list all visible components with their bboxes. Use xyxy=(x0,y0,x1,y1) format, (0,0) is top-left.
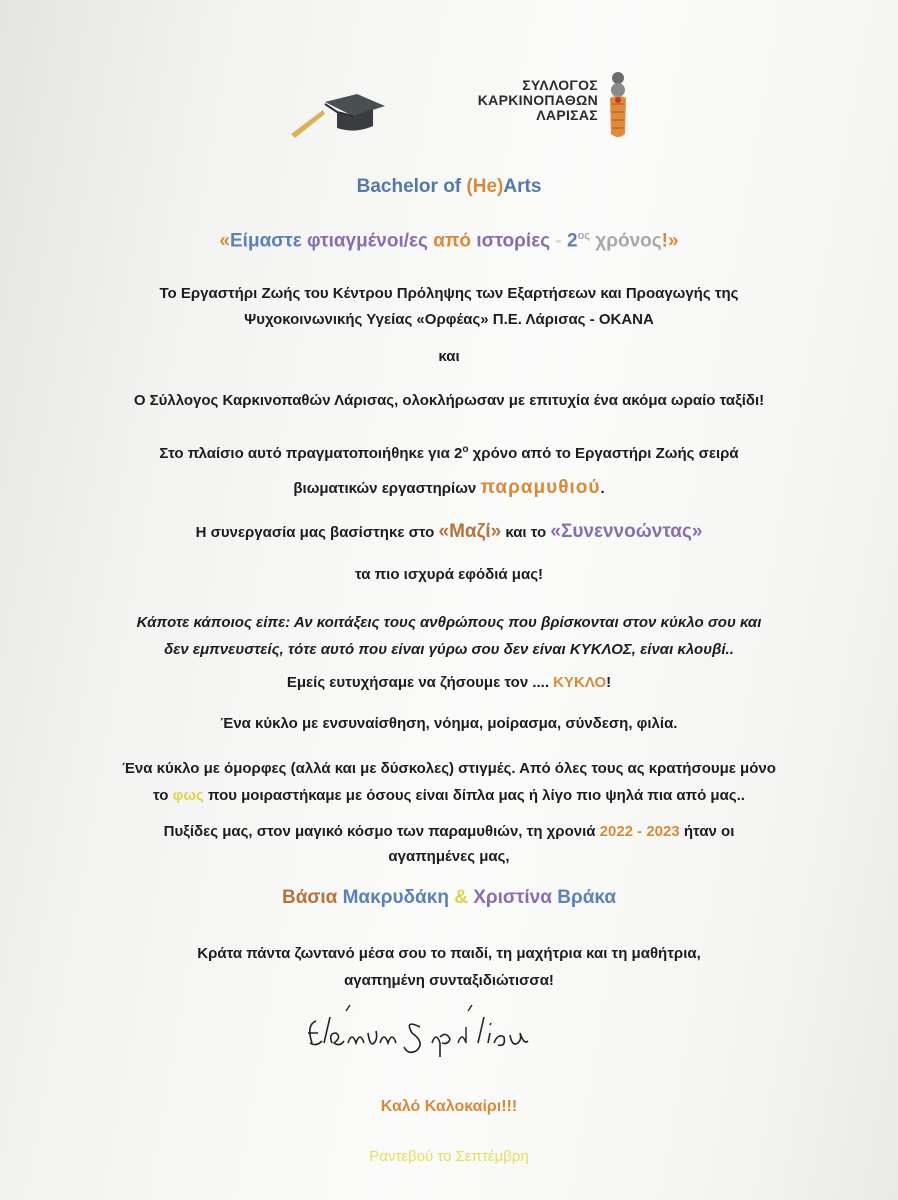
workshop-paragraph xyxy=(0,433,898,506)
circle-2-text-a: το xyxy=(153,787,173,804)
workshop-superscript: ο xyxy=(462,444,469,455)
quote-paragraph xyxy=(0,609,898,663)
association-line: Ο Σύλλογος Καρκινοπαθών Λάρισας, ολοκλήρωσαν με επιτυχία ένα ακόμα ωραίο ταξίδι! xyxy=(133,392,765,409)
workshop-line-1-a: Στο πλαίσιο αυτό πραγματοποιήθηκε για 2 xyxy=(159,445,463,462)
intro-line-2: Ψυχοκοινωνικής Υγείας «Ορφέας» Π.Ε. Λάρισας - ΟΚΑΝΑ xyxy=(244,311,654,328)
handwritten-signature xyxy=(300,1003,600,1063)
lucky-line xyxy=(0,674,898,691)
quote-line-2: δεν εμπνευστείς, τότε αυτό που είναι γύρω σου δεν είναι ΚΥΚΛΟΣ, είναι κλουβί.. xyxy=(164,641,734,658)
summer-wish: Καλό Καλοκαίρι!!! xyxy=(380,1098,518,1115)
graduation-cap-icon xyxy=(285,92,395,142)
cooperation-text-b: και το xyxy=(501,524,551,541)
subtitle-word-5: χρόνος xyxy=(590,230,662,252)
names-line xyxy=(0,887,898,909)
compass-line-2: αγαπημένες μας, xyxy=(388,848,510,865)
logo-line-3: ΛΑΡΙΣΑΣ xyxy=(536,107,598,123)
september-appointment: Ραντεβού το Σεπτέμβρη xyxy=(369,1148,529,1165)
subtitle-dash: - xyxy=(550,230,567,252)
logo-line-1: ΣΥΛΛΟΓΟΣ xyxy=(522,77,598,93)
circle-2-line-2 xyxy=(0,782,898,809)
subtitle-word-3: από xyxy=(433,230,477,252)
subtitle-superscript: ος xyxy=(577,230,591,242)
circle-line-1: Ένα κύκλο με ενσυναίσθηση, νόημα, μοίρασμα, σύνδεση, φιλία. xyxy=(220,715,678,732)
name-2-last: Βράκα xyxy=(557,887,617,908)
compass-year: 2022 - 2023 xyxy=(599,823,680,840)
page-title xyxy=(0,176,898,198)
workshop-line-2-end: . xyxy=(600,480,605,497)
lucky-colored-word: ΚΥΚΛΟ xyxy=(553,674,607,691)
logo-line-2: ΚΑΡΚΙΝΟΠΑΘΩΝ xyxy=(477,92,598,108)
intro-paragraph xyxy=(0,281,898,333)
circle-2-line-1: Ένα κύκλο με όμορφες (αλλά και με δύσκολες) στιγμές. Από όλες τους ας κρατήσουμε μόνο xyxy=(122,760,776,777)
workshop-colored-word: παραμυθιού xyxy=(480,477,601,498)
circle-paragraph-2 xyxy=(0,755,898,809)
workshop-line-1-b: χρόνο από το Εργαστήρι Ζωής σειρά xyxy=(468,445,739,462)
kai-text: και xyxy=(438,348,460,365)
subtitle-word-1: Είμαστε xyxy=(230,230,308,252)
compass-line-1 xyxy=(0,819,898,844)
workshop-line-1 xyxy=(0,433,898,471)
keep-line-1: Κράτα πάντα ζωντανό μέσα σου το παιδί, τη μαχήτρια και τη μαθήτρια, xyxy=(197,945,701,962)
logo-figure-icon xyxy=(603,70,633,142)
cooperation-text-a: Η συνεργασία μας βασίστηκε στο xyxy=(195,524,439,541)
subtitle-open-quote: « xyxy=(219,230,230,252)
workshop-line-2 xyxy=(0,471,898,506)
names-ampersand: & xyxy=(448,887,474,908)
subtitle-word-4: ιστορίες xyxy=(476,230,551,252)
compass-paragraph xyxy=(0,819,898,869)
title-part-2: (He) xyxy=(466,176,504,197)
keep-paragraph xyxy=(0,940,898,994)
subtitle-number: 2 xyxy=(566,230,578,252)
name-1-last: Μακρυδάκη xyxy=(342,887,449,908)
cooperation-word-2: «Συνεννοώντας» xyxy=(550,521,703,542)
compass-text-a: Πυξίδες μας, στον μαγικό κόσμο των παραμυθιών, τη χρονιά xyxy=(163,823,600,840)
title-part-3: Arts xyxy=(503,176,542,197)
supplies-line: τα πιο ισχυρά εφόδιά μας! xyxy=(355,566,543,583)
workshop-line-2-a: βιωματικών εργαστηρίων xyxy=(293,480,481,497)
circle-2-colored-word: φως xyxy=(172,787,204,804)
subtitle-word-2: φτιαγμένοι/ες xyxy=(307,230,434,252)
lucky-end: ! xyxy=(606,674,612,691)
title-part-1: Bachelor of xyxy=(356,176,467,197)
association-logo xyxy=(438,78,598,123)
subtitle xyxy=(0,230,898,252)
circle-2-text-b: που μοιραστήκαμε με όσους είναι δίπλα μας ή λίγο πιο ψηλά πια από μας.. xyxy=(203,787,745,804)
lucky-text: Εμείς ευτυχήσαμε να ζήσουμε τον .... xyxy=(286,674,554,691)
compass-text-b: ήταν οι xyxy=(679,823,735,840)
keep-line-2: αγαπημένη συνταξιδιώτισσα! xyxy=(344,972,554,989)
intro-line-1: Το Εργαστήρι Ζωής του Κέντρου Πρόληψης των Εξαρτήσεων και Προαγωγής της xyxy=(159,285,739,302)
name-2-first: Χριστίνα xyxy=(473,887,558,908)
name-1-first: Βάσια xyxy=(281,887,343,908)
cooperation-word-1: «Μαζί» xyxy=(438,521,502,542)
cooperation-line xyxy=(0,521,898,543)
subtitle-close-quote: !» xyxy=(661,230,679,252)
quote-line-1: Κάποτε κάποιος είπε: Αν κοιτάξεις τους ανθρώπους που βρίσκονται στον κύκλο σου και xyxy=(136,614,762,631)
